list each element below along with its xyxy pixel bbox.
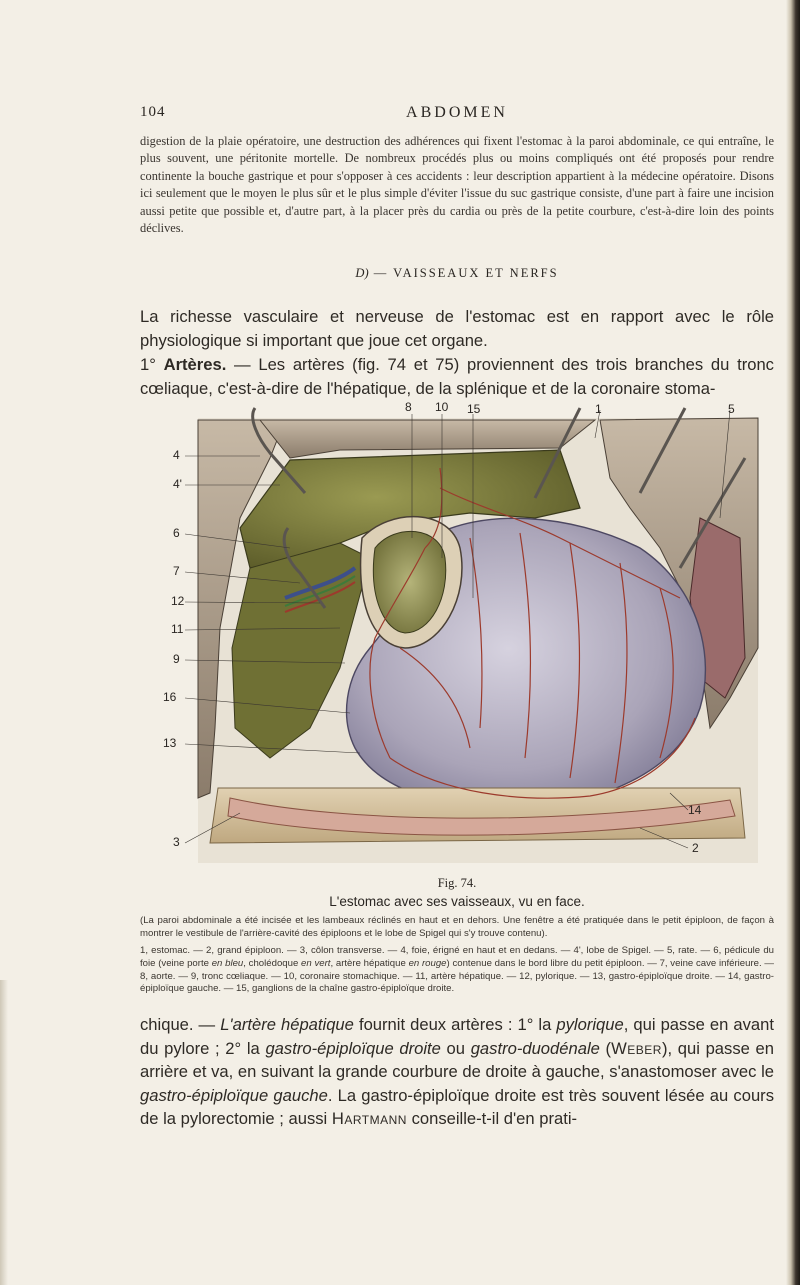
figure-label-2: 2 xyxy=(692,841,699,855)
legend-part-3: , artère hépatique xyxy=(330,957,409,969)
p4-g: ou xyxy=(440,1038,471,1058)
figure-title: L'estomac avec ses vaisseaux, vu en face. xyxy=(329,894,585,909)
running-head: ABDOMEN xyxy=(406,104,508,121)
p4-a: chique. — xyxy=(140,1015,221,1034)
p4-e: , qui passe en avant du pylore ; 2° la xyxy=(140,1015,774,1058)
figure-label-5: 5 xyxy=(728,402,735,416)
legend-rouge: en rouge xyxy=(408,957,447,969)
figure-label-12: 12 xyxy=(171,594,185,608)
figure-label-7: 7 xyxy=(173,564,180,578)
page-number: 104 xyxy=(140,104,166,120)
page-edge-shadow xyxy=(786,0,800,1285)
legend-part-1: 1, estomac. — 2, grand épiploon. — 3, côlon transverse. — 4, foie, érigné en haut et en dedans. — 4', lobe de Spigel. — 5, rate. — 6, pédicule du foie (veine porte xyxy=(140,945,774,969)
figure-label-10: 10 xyxy=(435,400,449,414)
page-left-bleed xyxy=(0,980,8,1285)
arteries-text: — Les artères (fig. 74 et 75) proviennent des trois branches du tronc cœliaque, c'est-à-dire de l'hépatique, de la splénique et de la coronaire stoma- xyxy=(140,355,774,398)
p4-b: L'artère hépatique xyxy=(220,1015,354,1034)
paragraph-intro: digestion de la plaie opératoire, une destruction des adhérences qui fixent l'estomac à la paroi abdominale, ce qui entraîne, le plus souvent, une péritonite mortelle. De nombreux procédés plus ou moins compliqués ont été proposés pour rendre continente la bouche gastrique et pour s'opposer à ces accidents : leur description appartient à la médecine opératoire. Disons ici seulement que le moyen le plus sûr et le plus simple d'éviter l'issue du suc gastrique consiste, d'une part à faire une incision aussi petite que possible et, d'autre part, à la placer près du cardia ou près de la petite courbure, c'est-à-dire loin des points déclives. xyxy=(140,134,774,236)
paragraph-vascular-richness: La richesse vasculaire et nerveuse de l'estomac est en rapport avec le rôle physiologique si important que joue cet organe. xyxy=(140,307,774,350)
figure-label-11: 11 xyxy=(171,622,184,636)
paragraph-arteries xyxy=(140,353,774,400)
figure-label-15: 15 xyxy=(467,402,481,416)
section-title: — VAISSEAUX ET NERFS xyxy=(373,266,559,280)
p4-l: gastro-épiploïque gauche xyxy=(140,1085,328,1105)
legend-bleu: en bleu xyxy=(211,957,244,969)
stomach-illustration xyxy=(140,398,774,868)
legend-part-4: ) contenue dans le bord libre du petit épiploon. — 7, veine cave inférieure. — 8, aorte. — 9, tronc cœliaque. — 10, coronaire stomachique. — 11, artère hépatique. — 12, pylorique. — 13, gastro-épiploïque droite. — 14, gastro-épiploïque gauche. — 15, ganglions de la chaîne gastro-épiploïque droite. xyxy=(140,957,774,995)
anatomical-figure xyxy=(140,398,774,868)
p4-k: ), qui passe en arrière et va, en suivant la grande courbure de droite à gauche, s'anastomoser avec le xyxy=(140,1038,774,1081)
figure-label-3: 3 xyxy=(173,835,180,849)
section-heading xyxy=(140,266,774,281)
section-lead: D) xyxy=(355,266,369,280)
p4-d: pylorique xyxy=(556,1015,624,1034)
arteries-number: 1° xyxy=(140,355,156,374)
arteries-heading: Artères. xyxy=(163,355,227,374)
paragraph-hepatic-artery xyxy=(140,1013,774,1131)
figure-label-4: 4 xyxy=(173,448,180,462)
figure-label-4-prime: 4' xyxy=(173,477,182,491)
figure-label-8: 8 xyxy=(405,400,412,414)
legend-vert: en vert xyxy=(301,957,331,969)
figure-note: (La paroi abdominale a été incisée et les lambeaux réclinés en haut et en dehors. Une fenêtre a été pratiquée dans le petit épiploon, de façon à montrer le vestibule de l'arrière-cavité des épiploons et le lobe de Spigel qui s'y trouve contenu). xyxy=(140,915,774,939)
figure-label-16: 16 xyxy=(163,690,177,704)
figure-label-9: 9 xyxy=(173,652,180,666)
p4-c: fournit deux artères : 1° la xyxy=(353,1015,557,1034)
p4-m: . La gastro-épiploïque droite est très souvent lésée au cours de la pylorectomie ; aussi xyxy=(140,1085,774,1128)
p4-h: gastro-duodénale xyxy=(470,1038,600,1058)
legend-part-2: , cholédoque xyxy=(243,957,302,969)
figure-number: Fig. 74. xyxy=(437,876,477,890)
page-header xyxy=(140,104,774,126)
p4-f: gastro-épiploïque droite xyxy=(265,1038,441,1058)
p4-n: Hartmann xyxy=(331,1109,407,1128)
figure-label-14: 14 xyxy=(688,803,702,817)
figure-legend xyxy=(140,945,774,996)
p4-o: conseille-t-il d'en prati- xyxy=(406,1109,578,1128)
p4-j: Weber xyxy=(611,1038,662,1058)
figure-label-1: 1 xyxy=(595,402,602,416)
figure-label-6: 6 xyxy=(173,526,180,540)
p4-i: ( xyxy=(599,1038,612,1058)
figure-label-13: 13 xyxy=(163,736,177,750)
